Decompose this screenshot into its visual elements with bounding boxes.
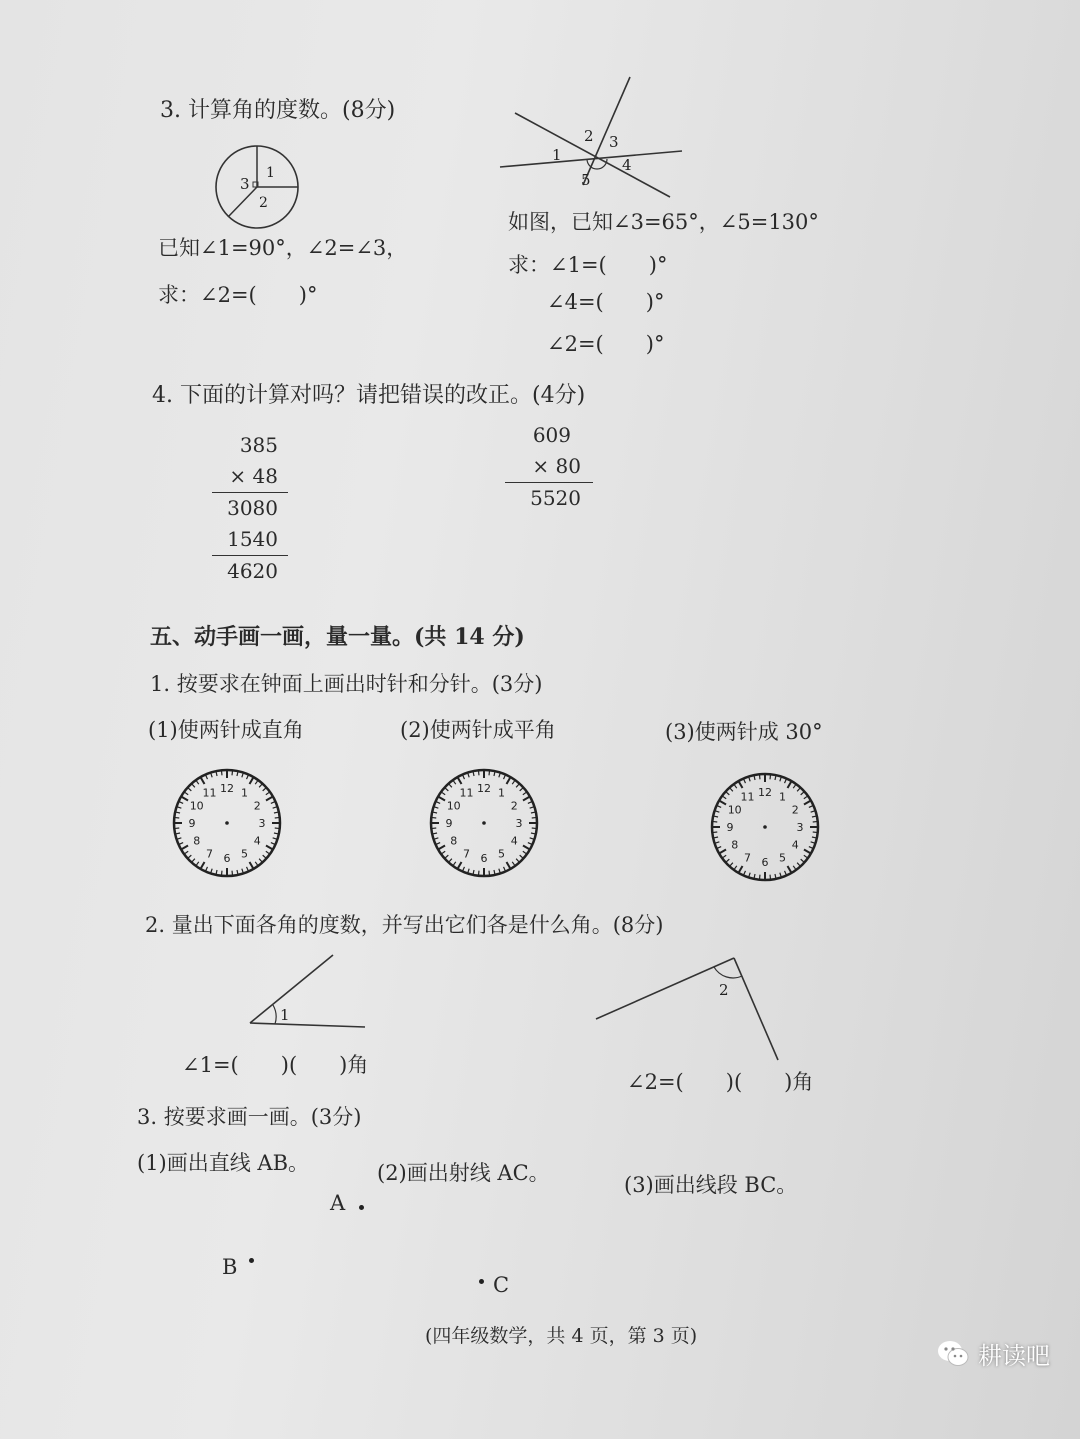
clock-tick — [445, 855, 448, 858]
clock-tick — [726, 859, 729, 862]
clock-number: 6 — [761, 856, 769, 869]
calc1-line5: 4620 — [227, 559, 278, 583]
clock-tick — [720, 850, 726, 854]
point-c-dot[interactable] — [479, 1279, 484, 1284]
point-b-label: B — [222, 1255, 238, 1279]
clock-tick — [775, 776, 776, 780]
clock-number: 3 — [796, 821, 804, 834]
clock-tick — [726, 792, 729, 795]
calc1-line2: × 48 — [212, 461, 288, 493]
clock-tick — [780, 873, 781, 877]
q3-right-ask2: ∠4=( )° — [547, 290, 665, 314]
clock-number: 9 — [188, 817, 196, 830]
clock-number: 1 — [498, 786, 505, 800]
lines-label-2: 2 — [584, 127, 594, 145]
clock-tick — [178, 807, 182, 808]
clock-tick — [720, 801, 726, 805]
clock-tick — [494, 870, 495, 874]
clock-tick — [255, 781, 257, 784]
point-a-label: A — [330, 1191, 346, 1215]
clock-number: 5 — [779, 851, 786, 865]
clock-tick — [445, 788, 448, 791]
clock-tick — [531, 833, 535, 834]
clock-tick — [801, 792, 804, 795]
clock-tick — [176, 812, 180, 813]
q5-3-title: 3. 按要求画一画。(3分) — [137, 1105, 362, 1129]
clock-number: 3 — [515, 817, 523, 830]
q3-right-ask3: ∠2=( )° — [547, 332, 665, 356]
clock-tick — [775, 874, 776, 878]
clock-tick — [504, 867, 506, 871]
clock-face-3[interactable] — [710, 772, 820, 882]
clock-tick — [206, 775, 208, 779]
clock-tick — [216, 772, 217, 776]
clock-number: 5 — [498, 847, 505, 861]
clock-number: 11 — [202, 786, 217, 800]
clock-tick — [793, 866, 795, 869]
clock-tick — [785, 871, 787, 875]
clock-tick — [271, 843, 275, 845]
clock-tick — [811, 811, 815, 812]
clock-tick — [812, 837, 816, 838]
clock-tick — [530, 838, 534, 839]
q4-title: 4. 下面的计算对吗？请把错误的改正。(4分) — [152, 383, 586, 408]
clock-tick — [250, 862, 254, 868]
clock-center — [225, 821, 229, 825]
clock-tick — [449, 859, 452, 862]
lines-label-3: 3 — [609, 133, 619, 151]
clock-tick — [247, 775, 249, 779]
clock-number: 12 — [477, 782, 491, 795]
clock-tick — [201, 778, 205, 784]
clock-tick — [185, 851, 188, 853]
clock-tick — [804, 850, 810, 854]
clock-tick — [463, 775, 465, 779]
clock-tick — [516, 784, 519, 787]
clock-item-3: (3)使两针成 30° — [665, 720, 823, 744]
clock-tick — [436, 802, 440, 804]
clock-tick — [188, 855, 191, 858]
clock-tick — [754, 874, 755, 878]
clock-tick — [744, 779, 746, 783]
clock-tick — [811, 842, 815, 843]
clock-tick — [201, 862, 205, 868]
clock-item-1: (1)使两针成直角 — [148, 718, 304, 742]
clock-tick — [216, 870, 217, 874]
clock-tick — [435, 838, 439, 839]
clock-face-2[interactable] — [429, 768, 539, 878]
clock-number: 10 — [727, 803, 742, 817]
clock-tick — [468, 869, 469, 873]
clock-tick — [714, 816, 718, 817]
clock-tick — [494, 772, 495, 776]
clock-number: 8 — [193, 834, 201, 848]
clock-tick — [734, 866, 736, 869]
clock-tick — [178, 838, 182, 839]
clock-tick — [473, 870, 474, 874]
q5-1-title: 1. 按要求在钟面上画出时针和分针。(3分) — [150, 672, 543, 696]
clock-tick — [266, 851, 269, 853]
clock-tick — [523, 797, 529, 801]
calc2-line2: × 80 — [505, 451, 593, 483]
lines-label-4: 4 — [622, 156, 632, 174]
clock-tick — [247, 867, 249, 871]
clock-tick — [255, 862, 257, 865]
clock-number: 4 — [510, 834, 518, 848]
clock-tick — [458, 862, 462, 868]
angle-2-figure — [592, 952, 782, 1064]
clock-number: 12 — [758, 786, 772, 799]
clock-tick — [734, 785, 736, 788]
circle-angle-figure — [214, 145, 304, 235]
clock-number: 11 — [459, 786, 474, 800]
page-footer: (四年级数学，共 4 页，第 3 页) — [425, 1325, 698, 1347]
q3-right-given: 如图，已知∠3=65°，∠5=130° — [508, 210, 819, 234]
clock-tick — [176, 833, 180, 834]
clock-number: 6 — [223, 852, 231, 865]
clock-tick — [458, 778, 462, 784]
clock-tick — [804, 796, 807, 798]
clock-tick — [463, 867, 465, 871]
clock-tick — [263, 855, 266, 858]
clock-number: 4 — [253, 834, 261, 848]
clock-number: 8 — [450, 834, 458, 848]
clock-tick — [453, 781, 455, 784]
clock-tick — [192, 859, 195, 862]
clock-tick — [453, 862, 455, 865]
clock-tick — [266, 846, 272, 850]
angle-1-answer: ∠1=( )( )角 — [182, 1053, 369, 1077]
clock-tick — [436, 843, 440, 845]
clock-tick — [804, 855, 807, 857]
clock-tick — [516, 859, 519, 862]
clock-number: 7 — [463, 847, 470, 861]
clock-tick — [473, 772, 474, 776]
clock-tick — [809, 847, 813, 849]
clock-tick — [512, 862, 514, 865]
clock-tick — [439, 846, 445, 850]
angle-2-answer: ∠2=( )( )角 — [627, 1070, 814, 1094]
clock-number: 10 — [446, 799, 461, 813]
clock-tick — [266, 797, 272, 801]
clock-tick — [242, 869, 243, 873]
clock-tick — [797, 863, 800, 866]
clock-tick — [801, 859, 804, 862]
clock-tick — [744, 871, 746, 875]
clock-tick — [723, 796, 726, 798]
clock-tick — [730, 863, 733, 866]
clock-tick — [716, 811, 720, 812]
clock-tick — [237, 772, 238, 776]
clock-tick — [754, 776, 755, 780]
angle-1-label: 1 — [280, 1006, 290, 1024]
clock-tick — [449, 784, 452, 787]
clock-tick — [528, 802, 532, 804]
clock-tick — [499, 869, 500, 873]
draw-item-1: (1)画出直线 AB。 — [137, 1151, 310, 1175]
clock-face-1[interactable] — [172, 768, 282, 878]
calc2-line3: 5520 — [530, 486, 581, 510]
clock-center — [763, 825, 767, 829]
clock-tick — [206, 867, 208, 871]
clock-tick — [520, 788, 523, 791]
clock-tick — [242, 774, 243, 778]
circle-label-1: 1 — [266, 165, 275, 181]
clock-tick — [512, 781, 514, 784]
clock-number: 2 — [253, 799, 261, 813]
clock-tick — [468, 774, 469, 778]
clock-tick — [812, 816, 816, 817]
clock-tick — [499, 774, 500, 778]
clock-tick — [192, 784, 195, 787]
clock-tick — [273, 838, 277, 839]
clock-tick — [507, 862, 511, 868]
intersecting-lines-figure — [495, 75, 685, 200]
q3-right-ask1: 求：∠1=( )° — [508, 253, 668, 277]
clock-tick — [179, 843, 183, 845]
clock-tick — [523, 792, 526, 794]
clock-number: 7 — [744, 851, 751, 865]
calc2-line1: 609 — [532, 423, 571, 447]
clock-tick — [804, 801, 810, 805]
q3-left-given: 已知∠1=90°，∠2=∠3， — [158, 236, 408, 260]
lines-label-5: 5 — [581, 171, 591, 189]
clock-number: 2 — [791, 803, 799, 817]
clock-tick — [809, 806, 813, 808]
clock-tick — [271, 802, 275, 804]
clock-tick — [433, 833, 437, 834]
clock-tick — [274, 833, 278, 834]
clock-tick — [259, 859, 262, 862]
clock-tick — [442, 792, 445, 794]
clock-center — [482, 821, 486, 825]
q5-2-title: 2. 量出下面各角的度数，并写出它们各是什么角。(8分) — [145, 913, 664, 937]
circle-label-3: 3 — [240, 175, 250, 193]
clock-tick — [196, 862, 198, 865]
draw-item-2: (2)画出射线 AC。 — [377, 1161, 550, 1185]
q3-left-ask: 求：∠2=( )° — [158, 283, 318, 307]
clock-tick — [714, 837, 718, 838]
clock-number: 6 — [480, 852, 488, 865]
clock-tick — [179, 802, 183, 804]
clock-tick — [250, 778, 254, 784]
clock-tick — [793, 785, 795, 788]
angle-1-figure — [245, 950, 370, 1030]
clock-tick — [739, 866, 743, 872]
clock-number: 8 — [731, 838, 739, 852]
calc1-line1: 385 — [239, 433, 278, 457]
clock-tick — [504, 775, 506, 779]
draw-item-3: (3)画出线段 BC。 — [624, 1173, 798, 1197]
clock-number: 10 — [189, 799, 204, 813]
clock-tick — [182, 797, 188, 801]
clock-tick — [723, 855, 726, 857]
clock-tick — [528, 843, 532, 845]
clock-tick — [182, 846, 188, 850]
clock-tick — [211, 774, 212, 778]
clock-tick — [273, 807, 277, 808]
clock-tick — [749, 778, 750, 782]
angle-2-label: 2 — [719, 981, 729, 999]
clock-tick — [785, 779, 787, 783]
calc1-line4: 1540 — [212, 524, 288, 556]
calc-1 — [212, 430, 288, 587]
clock-tick — [797, 788, 800, 791]
clock-number: 9 — [445, 817, 453, 830]
clock-number: 7 — [206, 847, 213, 861]
clock-tick — [263, 788, 266, 791]
clock-number: 3 — [258, 817, 266, 830]
clock-number: 1 — [779, 790, 786, 804]
clock-tick — [523, 846, 529, 850]
clock-tick — [788, 866, 792, 872]
clock-tick — [717, 806, 721, 808]
clock-number: 9 — [726, 821, 734, 834]
clock-tick — [259, 784, 262, 787]
clock-tick — [188, 788, 191, 791]
clock-tick — [435, 807, 439, 808]
clock-tick — [266, 792, 269, 794]
clock-number: 2 — [510, 799, 518, 813]
point-b-dot[interactable] — [249, 1258, 254, 1263]
section5-title: 五、动手画一画，量一量。(共 14 分) — [150, 624, 525, 650]
clock-tick — [530, 807, 534, 808]
watermark — [936, 1336, 1050, 1371]
circle-label-2: 2 — [259, 195, 268, 211]
clock-tick — [523, 851, 526, 853]
clock-tick — [439, 797, 445, 801]
clock-tick — [531, 812, 535, 813]
clock-tick — [196, 781, 198, 784]
clock-tick — [739, 782, 743, 788]
clock-number: 4 — [791, 838, 799, 852]
clock-number: 11 — [740, 790, 755, 804]
clock-tick — [749, 873, 750, 877]
clock-tick — [520, 855, 523, 858]
calc1-line3: 3080 — [227, 496, 278, 520]
clock-tick — [274, 812, 278, 813]
clock-tick — [780, 778, 781, 782]
clock-tick — [507, 778, 511, 784]
clock-tick — [211, 869, 212, 873]
clock-tick — [788, 782, 792, 788]
clock-item-2: (2)使两针成平角 — [400, 718, 556, 742]
clock-tick — [185, 792, 188, 794]
clock-tick — [237, 870, 238, 874]
clock-number: 12 — [220, 782, 234, 795]
clock-number: 5 — [241, 847, 248, 861]
point-c-label: C — [493, 1273, 510, 1297]
clock-number: 1 — [241, 786, 248, 800]
clock-tick — [442, 851, 445, 853]
wechat-icon — [936, 1337, 970, 1371]
clock-tick — [433, 812, 437, 813]
lines-label-1: 1 — [552, 146, 562, 164]
clock-tick — [730, 788, 733, 791]
watermark-text: 耕读吧 — [978, 1342, 1050, 1370]
calc-2 — [505, 420, 593, 514]
q3-angle-title: 3. 计算角的度数。(8分) — [160, 98, 396, 123]
clock-tick — [716, 842, 720, 843]
clock-tick — [717, 847, 721, 849]
point-a-dot[interactable] — [359, 1205, 364, 1210]
